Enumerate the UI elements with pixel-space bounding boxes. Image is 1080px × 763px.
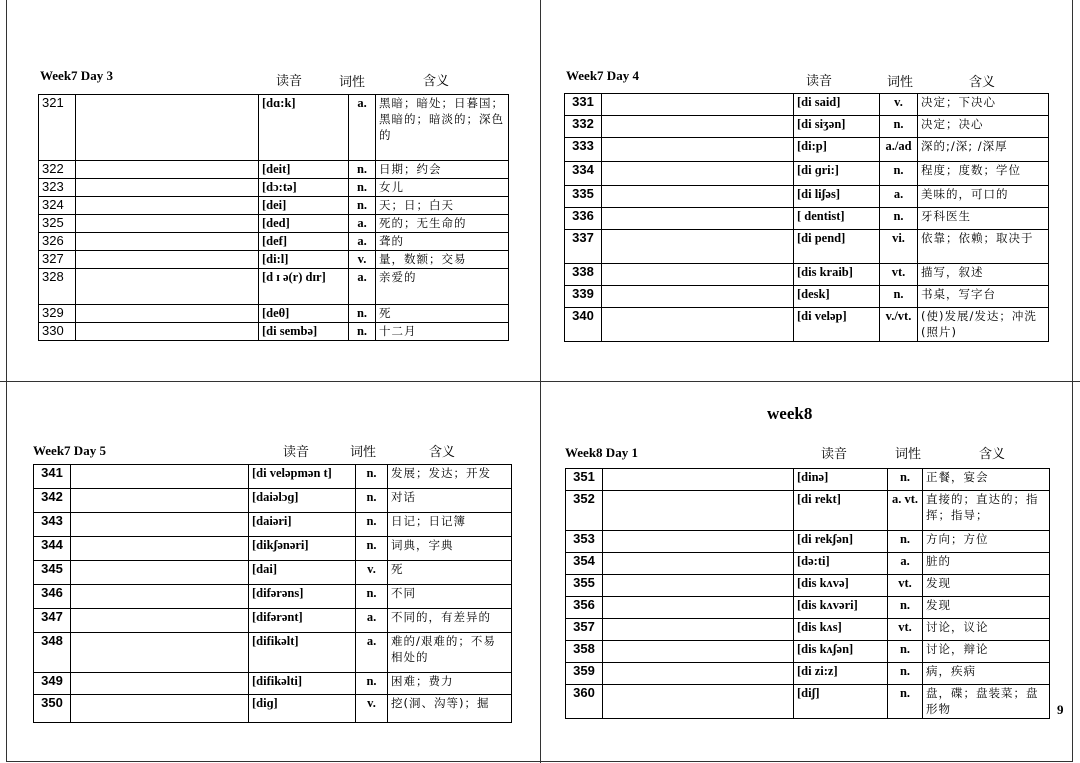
header-meaning: 含义 [429,444,456,459]
section-title: Week7 Day 5 [33,443,106,458]
pronunciation: [ dentist] [794,208,880,230]
table-row [565,162,1049,186]
table-row [566,491,1050,531]
pronunciation: [dinə] [794,469,888,491]
entry-number: 329 [39,305,76,323]
blank-cell [602,264,794,286]
blank-cell [71,633,249,673]
section-title: Week7 Day 3 [40,68,113,83]
part-of-speech: vt. [888,575,923,597]
table-row [565,230,1049,264]
part-of-speech: n. [888,469,923,491]
blank-cell [603,685,794,719]
table-row [39,269,509,305]
meaning: 发现 [923,597,1050,619]
entry-number: 344 [34,537,71,561]
table-row [34,465,512,489]
table-row [34,513,512,537]
vocab-table [33,464,512,723]
week-heading: week8 [767,404,813,423]
blank-cell [602,230,794,264]
entry-number: 347 [34,609,71,633]
table-row [39,161,509,179]
pronunciation: [di pend] [794,230,880,264]
blank-cell [71,537,249,561]
pronunciation: [dis kraib] [794,264,880,286]
blank-cell [603,553,794,575]
part-of-speech: n. [356,537,388,561]
pronunciation: [deit] [259,161,349,179]
meaning: 脏的 [923,553,1050,575]
meaning: 书桌，写字台 [918,286,1049,308]
part-of-speech: v. [356,695,388,723]
meaning: 词典，字典 [388,537,512,561]
pronunciation: [deθ] [259,305,349,323]
pronunciation: [dis kʌvə] [794,575,888,597]
table-row [566,531,1050,553]
blank-cell [71,585,249,609]
entry-number: 340 [565,308,602,342]
part-of-speech: vt. [888,619,923,641]
meaning: 美味的，可口的 [918,186,1049,208]
entry-number: 360 [566,685,603,719]
pronunciation: [daiəri] [249,513,356,537]
table-row [565,208,1049,230]
entry-number: 352 [566,491,603,531]
part-of-speech: n. [349,179,376,197]
entry-number: 359 [566,663,603,685]
quadrant-week7-day4 [566,66,1050,356]
pronunciation: [di:p] [794,138,880,162]
blank-cell [76,305,259,323]
meaning: 决定；决心 [918,116,1049,138]
entry-number: 326 [39,233,76,251]
table-row [34,537,512,561]
table-row [566,641,1050,663]
pronunciation: [dei] [259,197,349,215]
table-row [34,695,512,723]
table-row [34,673,512,695]
blank-cell [603,597,794,619]
meaning: 死 [388,561,512,585]
entry-number: 341 [34,465,71,489]
table-row [565,116,1049,138]
header-pron: 读音 [283,444,310,459]
meaning: 挖(洞、沟等)；掘 [388,695,512,723]
entry-number: 330 [39,323,76,341]
blank-cell [76,95,259,161]
meaning: 聋的 [376,233,509,251]
entry-number: 336 [565,208,602,230]
part-of-speech: n. [888,663,923,685]
blank-cell [603,641,794,663]
blank-cell [71,513,249,537]
meaning: 困难；费力 [388,673,512,695]
part-of-speech: n. [888,531,923,553]
pronunciation: [di siʒən] [794,116,880,138]
part-of-speech: n. [888,641,923,663]
pronunciation: [di said] [794,94,880,116]
meaning: 讨论，辩论 [923,641,1050,663]
header-meaning: 含义 [969,74,996,89]
part-of-speech: vi. [880,230,918,264]
part-of-speech: a. [880,186,918,208]
entry-number: 325 [39,215,76,233]
blank-cell [603,469,794,491]
meaning: 不同 [388,585,512,609]
header-meaning: 含义 [423,73,450,88]
table-row [34,561,512,585]
entry-number: 324 [39,197,76,215]
meaning: (使)发展/发达；冲洗(照片) [918,308,1049,342]
meaning: 日记；日记簿 [388,513,512,537]
part-of-speech: n. [880,116,918,138]
part-of-speech: v. [356,561,388,585]
blank-cell [71,695,249,723]
blank-cell [76,251,259,269]
meaning: 发现 [923,575,1050,597]
meaning: 决定；下决心 [918,94,1049,116]
pronunciation: [dɑ:k] [259,95,349,161]
table-row [566,685,1050,719]
entry-number: 345 [34,561,71,585]
pronunciation: [di veləp] [794,308,880,342]
entry-number: 337 [565,230,602,264]
entry-number: 356 [566,597,603,619]
vocab-table [38,94,509,341]
header-pos: 词性 [887,74,914,89]
part-of-speech: n. [356,465,388,489]
part-of-speech: n. [880,286,918,308]
part-of-speech: n. [356,585,388,609]
entry-number: 335 [565,186,602,208]
part-of-speech: a. vt. [888,491,923,531]
meaning: 讨论，议论 [923,619,1050,641]
blank-cell [602,162,794,186]
table-row [566,553,1050,575]
table-row [39,197,509,215]
blank-cell [602,94,794,116]
part-of-speech: n. [349,161,376,179]
blank-cell [603,491,794,531]
quadrant-week8-day1 [565,443,1049,743]
meaning: 十二月 [376,323,509,341]
table-row [566,619,1050,641]
table-row [39,95,509,161]
meaning: 直接的；直达的；指挥；指导； [923,491,1050,531]
header-pos: 词性 [350,444,377,459]
entry-number: 339 [565,286,602,308]
entry-number: 328 [39,269,76,305]
pronunciation: [def] [259,233,349,251]
table-row [565,308,1049,342]
blank-cell [602,208,794,230]
entry-number: 327 [39,251,76,269]
part-of-speech: a. [349,233,376,251]
blank-cell [71,561,249,585]
meaning: 发展；发达；开发 [388,465,512,489]
meaning: 量，数额；交易 [376,251,509,269]
pronunciation: [dikʃənəri] [249,537,356,561]
table-row [39,251,509,269]
meaning: 死的；无生命的 [376,215,509,233]
pronunciation: [dis kʌs] [794,619,888,641]
pronunciation: [di liʃəs] [794,186,880,208]
blank-cell [76,215,259,233]
pronunciation: [də:ti] [794,553,888,575]
section-title: Week7 Day 4 [566,68,639,83]
section-title: Week8 Day 1 [565,445,638,460]
table-row [566,469,1050,491]
entry-number: 358 [566,641,603,663]
table-row [39,305,509,323]
entry-number: 355 [566,575,603,597]
meaning: 深的;/深; /深厚 [918,138,1049,162]
page-number: 9 [1057,702,1064,717]
table-row [565,264,1049,286]
entry-number: 333 [565,138,602,162]
meaning: 病，疾病 [923,663,1050,685]
part-of-speech: a. [356,609,388,633]
part-of-speech: n. [356,513,388,537]
part-of-speech: v. [349,251,376,269]
pronunciation: [ded] [259,215,349,233]
quadrant-week7-day3 [40,66,510,356]
meaning: 方向；方位 [923,531,1050,553]
entry-number: 350 [34,695,71,723]
pronunciation: [difərəns] [249,585,356,609]
part-of-speech: n. [349,305,376,323]
entry-number: 351 [566,469,603,491]
part-of-speech: a. [349,215,376,233]
pronunciation: [diɡ] [249,695,356,723]
table-row [566,575,1050,597]
entry-number: 334 [565,162,602,186]
part-of-speech: n. [888,597,923,619]
vocab-table [564,93,1049,342]
part-of-speech: v./vt. [880,308,918,342]
blank-cell [76,179,259,197]
table-row [565,138,1049,162]
entry-number: 342 [34,489,71,513]
table-row [39,215,509,233]
pronunciation: [d ɪ ə(r) dɪr] [259,269,349,305]
part-of-speech: a./ad [880,138,918,162]
blank-cell [76,197,259,215]
pronunciation: [di:l] [259,251,349,269]
meaning: 黑暗；暗处；日暮国；黑暗的；暗淡的；深色的 [376,95,509,161]
entry-number: 323 [39,179,76,197]
entry-number: 322 [39,161,76,179]
meaning: 牙科医生 [918,208,1049,230]
part-of-speech: v. [880,94,918,116]
entry-number: 353 [566,531,603,553]
quadrant-week7-day5 [33,441,511,741]
blank-cell [602,116,794,138]
meaning: 对话 [388,489,512,513]
meaning: 日期；约会 [376,161,509,179]
part-of-speech: n. [356,489,388,513]
pronunciation: [di rekʃən] [794,531,888,553]
pronunciation: [di sembə] [259,323,349,341]
pronunciation: [di zi:z] [794,663,888,685]
entry-number: 343 [34,513,71,537]
meaning: 程度；度数；学位 [918,162,1049,186]
vocab-table [565,468,1050,719]
pronunciation: [difikəlti] [249,673,356,695]
entry-number: 348 [34,633,71,673]
table-row [34,585,512,609]
table-row [39,179,509,197]
pronunciation: [di ɡri:] [794,162,880,186]
part-of-speech: vt. [880,264,918,286]
meaning: 依靠；依赖；取决于 [918,230,1049,264]
header-meaning: 含义 [979,446,1006,461]
entry-number: 321 [39,95,76,161]
pronunciation: [di rekt] [794,491,888,531]
blank-cell [76,233,259,251]
part-of-speech: n. [888,685,923,719]
table-row [34,633,512,673]
header-pos: 词性 [339,74,366,89]
meaning: 女儿 [376,179,509,197]
meaning: 天；日；白天 [376,197,509,215]
part-of-speech: n. [349,197,376,215]
header-pron: 读音 [806,73,833,88]
part-of-speech: n. [349,323,376,341]
meaning: 亲爱的 [376,269,509,305]
meaning: 难的/艰难的；不易相处的 [388,633,512,673]
entry-number: 332 [565,116,602,138]
pronunciation: [difərənt] [249,609,356,633]
blank-cell [602,308,794,342]
meaning: 描写，叙述 [918,264,1049,286]
pronunciation: [dɔ:tə] [259,179,349,197]
entry-number: 357 [566,619,603,641]
pronunciation: [daiəlɔɡ] [249,489,356,513]
meaning: 正餐，宴会 [923,469,1050,491]
table-row [34,489,512,513]
blank-cell [71,609,249,633]
pronunciation: [dai] [249,561,356,585]
entry-number: 354 [566,553,603,575]
part-of-speech: a. [888,553,923,575]
part-of-speech: a. [356,633,388,673]
blank-cell [71,673,249,695]
pronunciation: [diʃ] [794,685,888,719]
table-row [566,597,1050,619]
blank-cell [71,465,249,489]
blank-cell [71,489,249,513]
blank-cell [76,269,259,305]
pronunciation: [desk] [794,286,880,308]
table-row [39,323,509,341]
blank-cell [602,286,794,308]
part-of-speech: n. [880,208,918,230]
pronunciation: [dis kʌʃən] [794,641,888,663]
pronunciation: [dis kʌvəri] [794,597,888,619]
entry-number: 346 [34,585,71,609]
meaning: 死 [376,305,509,323]
header-pron: 读音 [276,73,303,88]
table-row [39,233,509,251]
header-pos: 词性 [895,446,922,461]
blank-cell [76,161,259,179]
meaning: 不同的，有差异的 [388,609,512,633]
part-of-speech: a. [349,95,376,161]
part-of-speech: n. [880,162,918,186]
pronunciation: [di veləpmən t] [249,465,356,489]
entry-number: 338 [565,264,602,286]
part-of-speech: a. [349,269,376,305]
table-row [566,663,1050,685]
blank-cell [603,619,794,641]
header-pron: 读音 [821,446,848,461]
meaning: 盘，碟；盘装菜；盘形物 [923,685,1050,719]
entry-number: 349 [34,673,71,695]
table-row [565,186,1049,208]
horizontal-divider [0,381,1080,382]
pronunciation: [difikəlt] [249,633,356,673]
blank-cell [602,186,794,208]
entry-number: 331 [565,94,602,116]
part-of-speech: n. [356,673,388,695]
blank-cell [603,663,794,685]
table-row [34,609,512,633]
blank-cell [603,575,794,597]
table-row [565,286,1049,308]
blank-cell [602,138,794,162]
table-row [565,94,1049,116]
blank-cell [603,531,794,553]
blank-cell [76,323,259,341]
